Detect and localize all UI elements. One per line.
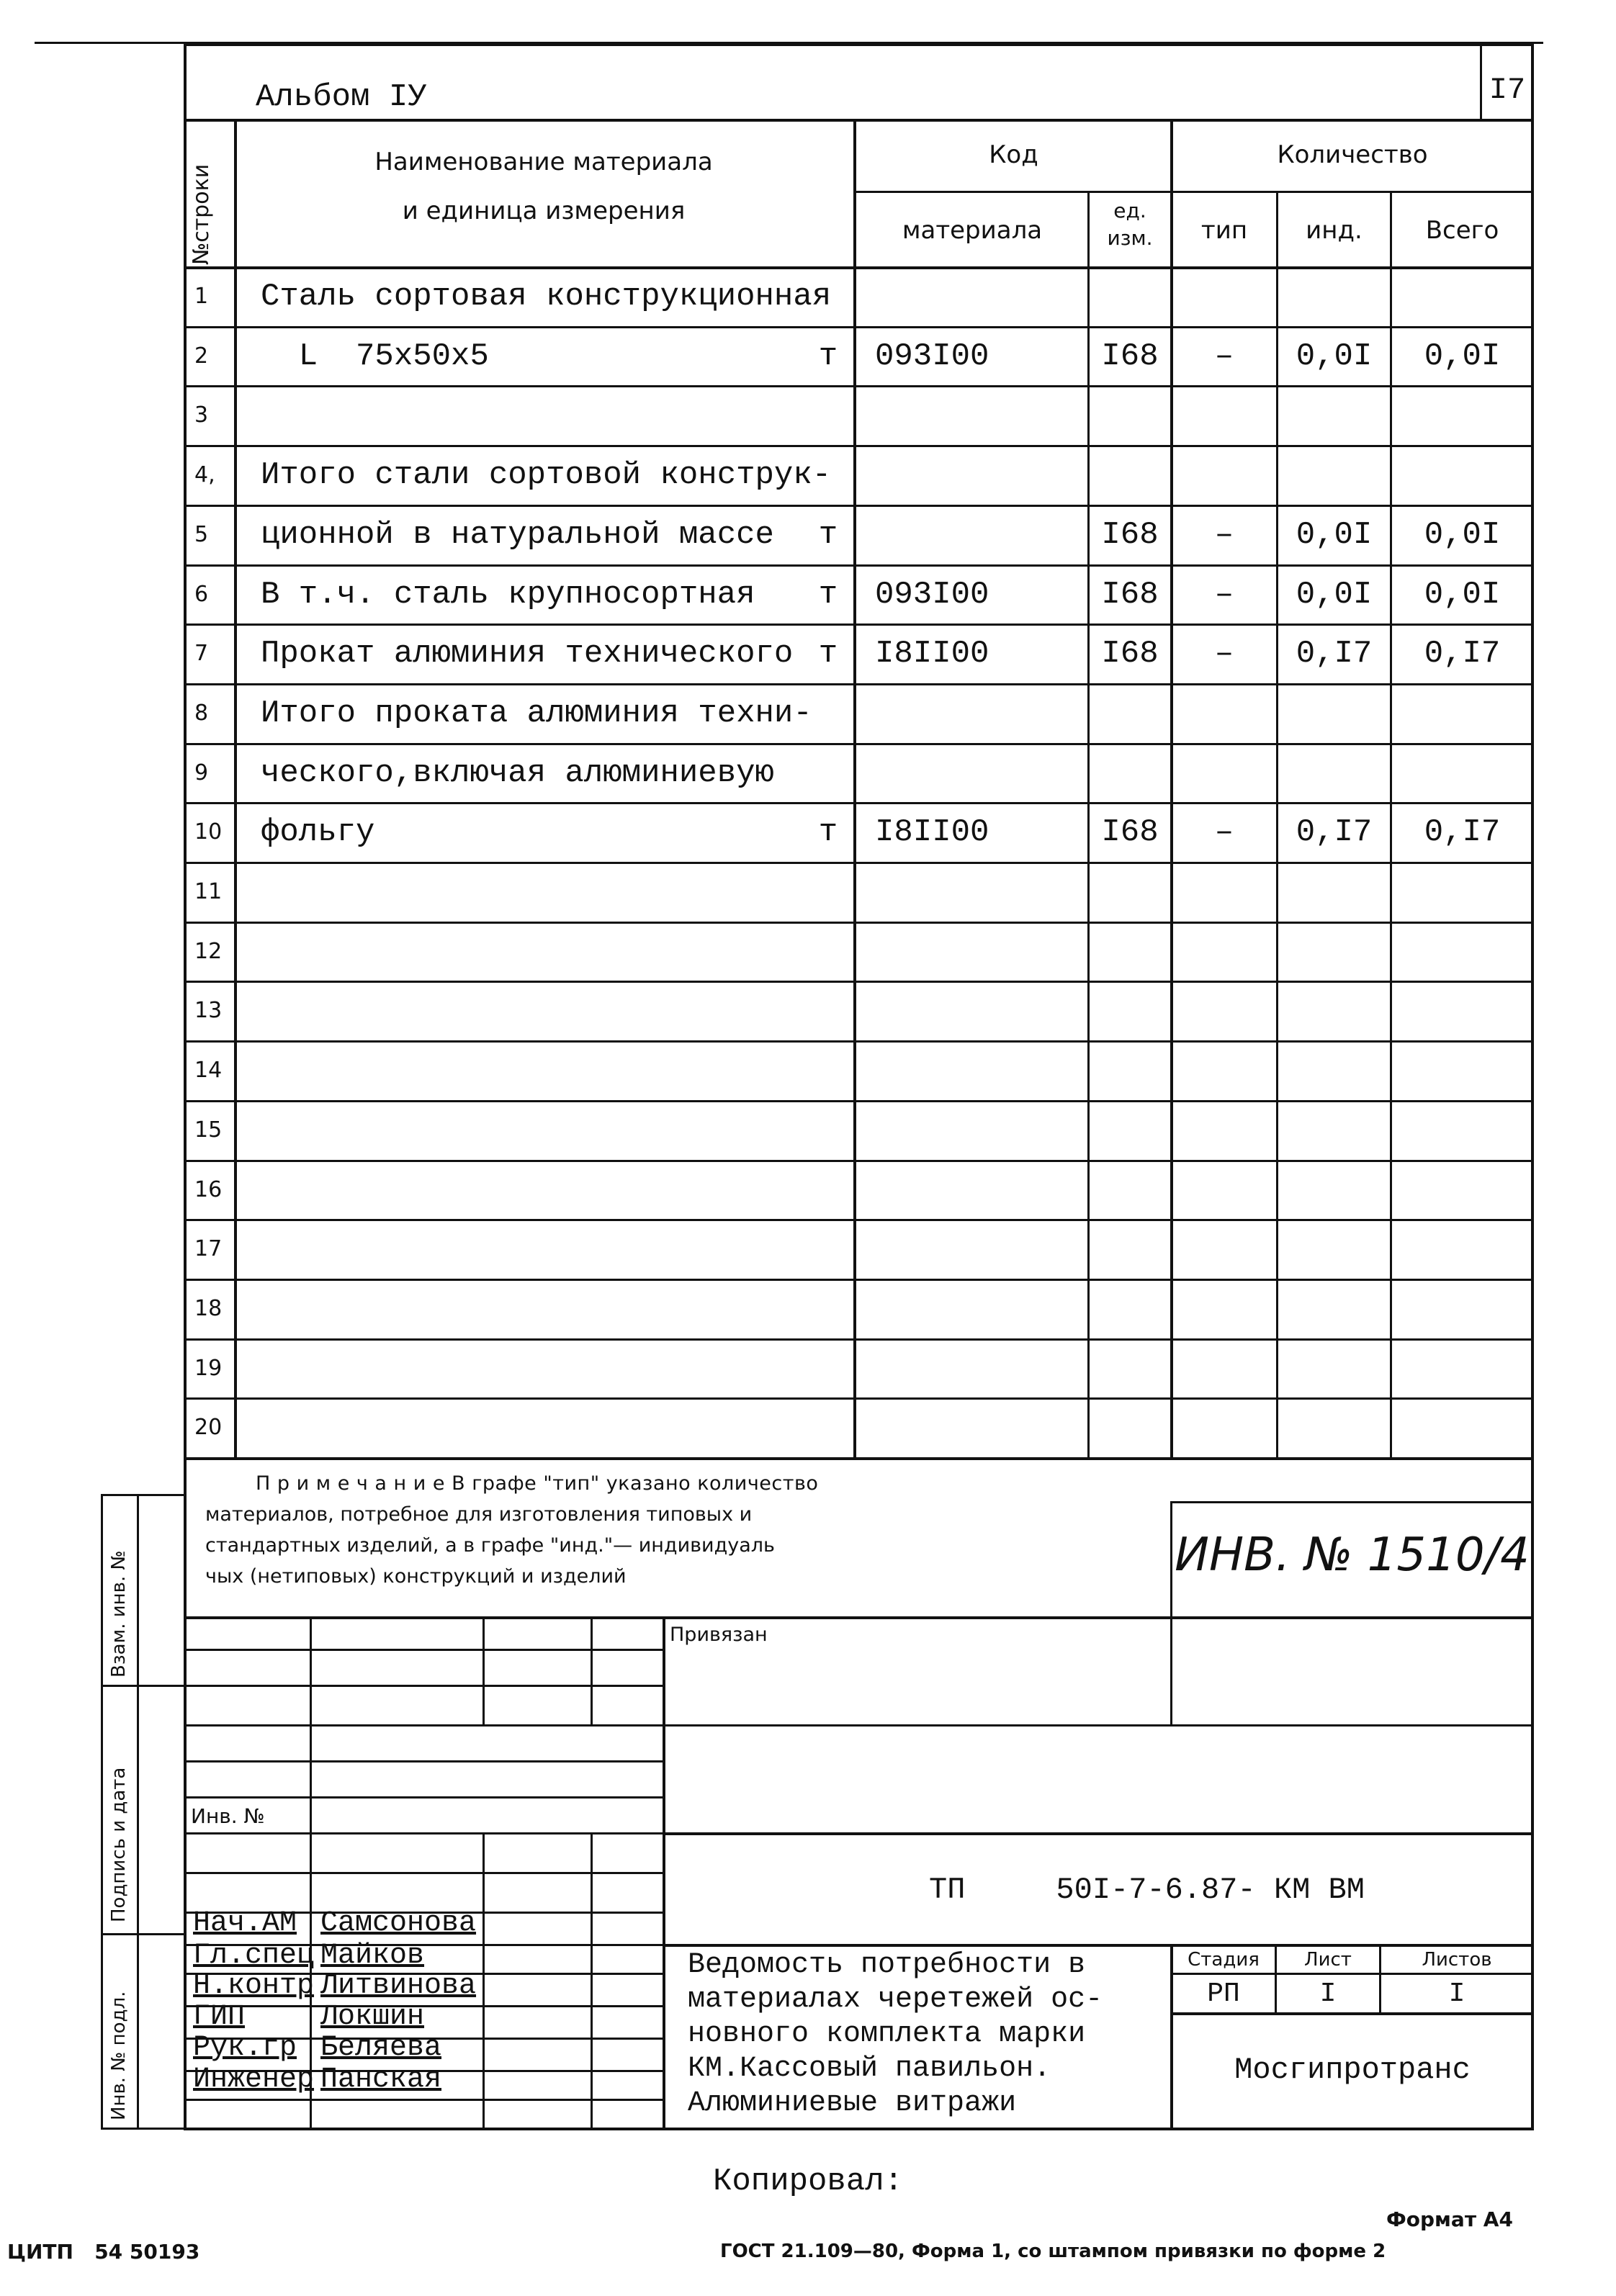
material-code	[875, 922, 1084, 981]
material-code-header: материала	[902, 216, 1043, 245]
quantity-ind	[1278, 445, 1390, 505]
quantity-total	[1392, 683, 1532, 743]
quantity-total	[1392, 385, 1532, 445]
material-code	[875, 1100, 1084, 1160]
stamp-row-line	[184, 2099, 663, 2101]
side-strip-bottom	[101, 2128, 184, 2130]
unit-of-measure	[807, 1040, 850, 1100]
side-strip-div1	[101, 1685, 184, 1687]
row-number: 20	[194, 1415, 223, 1440]
quantity-type	[1172, 862, 1276, 922]
quantity-total	[1392, 1397, 1532, 1457]
quantity-header: Количество	[1277, 140, 1428, 169]
row-number: 9	[194, 760, 209, 785]
unit-code	[1090, 862, 1170, 922]
signatory-name: Литвинова	[320, 1969, 477, 2002]
code-header: Код	[989, 140, 1038, 169]
material-name: фольгу	[261, 814, 375, 850]
material-code: I8II00	[875, 814, 989, 850]
row-number: 14	[194, 1058, 223, 1083]
privyazan-label: Привязан	[670, 1623, 768, 1646]
quantity-total: 0,0I	[1424, 338, 1501, 374]
quantity-ind	[1278, 385, 1390, 445]
quantity-total: 0,0I	[1424, 576, 1501, 613]
quantity-total	[1392, 445, 1532, 505]
stage-bottom-line	[1170, 2012, 1534, 2015]
material-name	[261, 1100, 808, 1160]
sheets-value: I	[1448, 1978, 1465, 2009]
material-name: ческого,включая алюминиевую	[261, 755, 774, 791]
unit-code	[1090, 1338, 1170, 1398]
note-line-3: стандартных изделий, а в графе "инд."— индивидуаль	[205, 1534, 775, 1557]
unit-code: I68	[1101, 338, 1159, 374]
quantity-type	[1172, 1279, 1276, 1338]
quantity-ind	[1278, 1397, 1390, 1457]
row-number: 6	[194, 582, 209, 607]
material-code	[875, 1160, 1084, 1220]
signatory-name: Майков	[320, 1939, 425, 1972]
unit-code: I68	[1101, 814, 1159, 850]
total-header: Всего	[1425, 216, 1499, 245]
unit-of-measure	[807, 1338, 850, 1398]
title-line: КМ.Кассовый павильон.	[688, 2052, 1051, 2085]
quantity-ind	[1278, 1279, 1390, 1338]
quantity-total: 0,0I	[1424, 516, 1501, 553]
quantity-total	[1392, 1279, 1532, 1338]
stamp-row-line	[184, 1649, 663, 1651]
material-name	[261, 1040, 808, 1100]
row-number: 8	[194, 701, 209, 726]
material-code	[875, 1279, 1084, 1338]
note-line-2: материалов, потребное для изготовления типовых и	[205, 1503, 753, 1526]
quantity-type: –	[1214, 635, 1234, 672]
unit-code	[1090, 1219, 1170, 1279]
row-number: 1	[194, 284, 209, 309]
material-name	[261, 1338, 808, 1398]
quantity-total	[1392, 1100, 1532, 1160]
material-name: Итого проката алюминия техни-	[261, 695, 812, 731]
privyazan-right-line	[1170, 1616, 1172, 1724]
sheet-label: Лист	[1304, 1948, 1352, 1971]
stamp-row-line	[184, 1832, 663, 1834]
row-number: 2	[194, 343, 209, 369]
material-code	[875, 1397, 1084, 1457]
quantity-ind: 0,I7	[1296, 635, 1373, 672]
material-code	[875, 266, 1084, 326]
table-top-line	[184, 119, 1534, 122]
stamp-row-line	[184, 1685, 663, 1687]
material-code: 093I00	[875, 576, 989, 613]
quantity-type	[1172, 1397, 1276, 1457]
sig-col-2	[482, 1832, 485, 2128]
material-name	[261, 862, 808, 922]
quantity-ind	[1278, 1219, 1390, 1279]
type-header: тип	[1200, 216, 1248, 245]
signatory-name: Локшин	[320, 2000, 425, 2033]
quantity-total	[1392, 743, 1532, 803]
unit-code	[1090, 1040, 1170, 1100]
material-name: В т.ч. сталь крупносортная	[261, 576, 755, 613]
quantity-ind	[1278, 266, 1390, 326]
unit-of-measure	[807, 1100, 850, 1160]
material-code	[875, 743, 1084, 803]
format-label: Формат А4	[1386, 2207, 1513, 2231]
material-name: Прокат алюминия технического	[261, 635, 794, 672]
material-code: I8II00	[875, 635, 989, 672]
quantity-type	[1172, 922, 1276, 981]
material-code	[875, 862, 1084, 922]
quantity-ind	[1278, 1100, 1390, 1160]
quantity-type	[1172, 445, 1276, 505]
quantity-type	[1172, 1040, 1276, 1100]
material-name	[261, 981, 808, 1040]
signatory-role: ГИП	[193, 2000, 246, 2033]
row-number: 17	[194, 1236, 223, 1261]
row-number: 10	[194, 819, 223, 845]
quantity-ind	[1278, 743, 1390, 803]
material-code: 093I00	[875, 338, 989, 374]
row-number: 19	[194, 1356, 223, 1381]
quantity-ind	[1278, 981, 1390, 1040]
quantity-type	[1172, 1338, 1276, 1398]
row-number: 12	[194, 939, 223, 964]
quantity-type	[1172, 385, 1276, 445]
quantity-total: 0,I7	[1424, 814, 1501, 850]
unit-code	[1090, 743, 1170, 803]
unit-code: I68	[1101, 516, 1159, 553]
quantity-ind	[1278, 1040, 1390, 1100]
unit-of-measure: т	[818, 576, 838, 613]
quantity-total	[1392, 922, 1532, 981]
quantity-type	[1172, 266, 1276, 326]
copied-label: Копировал:	[713, 2164, 904, 2200]
material-name: ционной в натуральной массе	[261, 516, 774, 553]
inventory-box-left	[1170, 1501, 1172, 1616]
page-number: I7	[1489, 73, 1526, 107]
material-name: L 75x50x5	[261, 338, 489, 374]
header-split-line	[853, 191, 1534, 193]
signatory-role: Гл.спец	[193, 1939, 315, 1972]
side-strip-top	[101, 1494, 184, 1496]
album-title: Альбом IУ	[256, 79, 427, 115]
material-name	[261, 922, 808, 981]
stamp-row-line	[184, 1760, 663, 1762]
unit-of-measure	[807, 1219, 850, 1279]
unit-of-measure	[807, 1279, 850, 1338]
quantity-total	[1392, 1160, 1532, 1220]
unit-code	[1090, 683, 1170, 743]
stamp-row-line	[184, 1872, 663, 1874]
row-number: 5	[194, 522, 209, 547]
name-header-line2: и единица измерения	[402, 197, 686, 225]
unit-code	[1090, 445, 1170, 505]
row-number-header: №строки	[189, 163, 214, 265]
unit-of-measure	[807, 683, 850, 743]
quantity-total	[1392, 981, 1532, 1040]
material-name	[261, 385, 808, 445]
sig-col-3a	[591, 1616, 593, 1724]
signatory-role: Нач.АМ	[193, 1906, 297, 1940]
inv-no-label: Инв. №	[191, 1804, 265, 1828]
quantity-ind	[1278, 1160, 1390, 1220]
inventory-number: ИНВ. № 1510/4	[1175, 1529, 1530, 1582]
quantity-total	[1392, 1338, 1532, 1398]
unit-of-measure: т	[818, 814, 838, 850]
unit-of-measure	[807, 922, 850, 981]
unit-of-measure	[807, 445, 850, 505]
side-strip-left	[101, 1494, 103, 2128]
row-number: 16	[194, 1177, 223, 1202]
stamp-row-line	[184, 1796, 663, 1798]
unit-code: I68	[1101, 576, 1159, 613]
material-code	[875, 1219, 1084, 1279]
unit-of-measure	[807, 981, 850, 1040]
quantity-type	[1172, 1219, 1276, 1279]
quantity-total	[1392, 862, 1532, 922]
row-number: 18	[194, 1296, 223, 1321]
row-number: 15	[194, 1117, 223, 1143]
title-line: новного комплекта марки	[688, 2017, 1086, 2050]
signatory-role: Рук.гр	[193, 2031, 297, 2064]
inventory-box-top	[1170, 1501, 1534, 1503]
row-number: 7	[194, 641, 209, 666]
quantity-ind: 0,0I	[1296, 516, 1373, 553]
quantity-type	[1172, 981, 1276, 1040]
material-name	[261, 1160, 808, 1220]
unit-code	[1090, 1160, 1170, 1220]
material-code	[875, 981, 1084, 1040]
unit-code	[1090, 385, 1170, 445]
unit-code	[1090, 1279, 1170, 1338]
unit-header-line1: ед.	[1113, 198, 1146, 222]
stage-value: РП	[1207, 1978, 1240, 2009]
quantity-type	[1172, 743, 1276, 803]
unit-of-measure	[807, 385, 850, 445]
quantity-ind: 0,I7	[1296, 814, 1373, 850]
table-bottom-line	[184, 1457, 1534, 1460]
quantity-type	[1172, 1160, 1276, 1220]
unit-code	[1090, 1397, 1170, 1457]
quantity-type: –	[1214, 814, 1234, 850]
unit-header-line2: изм.	[1107, 225, 1153, 250]
material-code	[875, 1040, 1084, 1100]
material-name	[261, 1219, 808, 1279]
note-line-1: П р и м е ч а н и е В графе "тип" указано количество	[256, 1472, 819, 1495]
row-number: 13	[194, 998, 223, 1023]
footer-left: ЦИТП 54 50193	[7, 2239, 200, 2264]
side-label-inv-podl: Инв. № подл.	[108, 1991, 130, 2120]
quantity-ind	[1278, 683, 1390, 743]
name-header-line1: Наименование материала	[374, 148, 713, 176]
unit-of-measure: т	[818, 635, 838, 672]
quantity-total	[1392, 266, 1532, 326]
material-code	[875, 1338, 1084, 1398]
unit-code	[1090, 981, 1170, 1040]
quantity-total: 0,I7	[1424, 635, 1501, 672]
unit-code: I68	[1101, 635, 1159, 672]
material-code	[875, 683, 1084, 743]
stamp-split-line	[663, 1616, 665, 2128]
title-line: Алюминиевые витражи	[688, 2086, 1017, 2120]
material-name: Сталь сортовая конструкционная	[261, 278, 832, 315]
row-number: 4,	[194, 462, 215, 487]
code-top-line	[663, 1832, 1534, 1835]
title-line: Ведомость потребности в	[688, 1948, 1086, 1981]
material-code	[875, 505, 1084, 564]
unit-of-measure	[807, 862, 850, 922]
unit-of-measure: т	[818, 516, 838, 553]
signatory-name: Самсонова	[320, 1906, 477, 1940]
privyazan-bottom-line	[663, 1724, 1534, 1726]
quantity-ind: 0,0I	[1296, 338, 1373, 374]
signatory-role: Н.контр	[193, 1969, 315, 2002]
col-name-line	[853, 119, 856, 1458]
quantity-type	[1172, 1100, 1276, 1160]
unit-code	[1090, 266, 1170, 326]
material-name: Итого стали сортовой конструк-	[261, 456, 832, 493]
material-name	[261, 1279, 808, 1338]
quantity-ind	[1278, 862, 1390, 922]
note-line-4: чых (нетиповых) конструкций и изделий	[205, 1565, 627, 1588]
row-number: 3	[194, 402, 209, 428]
quantity-type: –	[1214, 576, 1234, 613]
unit-of-measure	[807, 266, 850, 326]
quantity-type: –	[1214, 338, 1234, 374]
side-label-podpis-data: Подпись и дата	[108, 1767, 130, 1922]
material-code	[875, 445, 1084, 505]
quantity-ind	[1278, 922, 1390, 981]
material-name	[261, 1397, 808, 1457]
title-line: материалах черетежей ос-	[688, 1983, 1103, 2016]
unit-code	[1090, 922, 1170, 981]
side-strip-div2	[101, 1933, 184, 1935]
stamp-top-line	[184, 1616, 1534, 1619]
side-strip-mid	[137, 1494, 139, 2128]
material-code	[875, 385, 1084, 445]
stamp-row-line	[184, 1724, 663, 1726]
sheets-label: Листов	[1422, 1948, 1492, 1971]
signatory-name: Беляева	[320, 2031, 442, 2064]
organization-name: Мосгипротранс	[1234, 2053, 1471, 2087]
quantity-ind: 0,0I	[1296, 576, 1373, 613]
row-number: 11	[194, 879, 223, 904]
quantity-total	[1392, 1219, 1532, 1279]
sheet-value: I	[1319, 1978, 1337, 2009]
unit-of-measure	[807, 1397, 850, 1457]
sig-col-3	[591, 1832, 593, 2128]
project-code: ТП 50I-7-6.87- КМ ВМ	[929, 1873, 1365, 1907]
footer-right: ГОСТ 21.109—80, Форма 1, со штампом привязки по форме 2	[720, 2241, 1386, 2262]
ind-header: инд.	[1306, 216, 1363, 245]
signatory-name: Панская	[320, 2063, 442, 2096]
quantity-total	[1392, 1040, 1532, 1100]
unit-of-measure	[807, 1160, 850, 1220]
stage-label: Стадия	[1188, 1948, 1260, 1971]
quantity-type	[1172, 683, 1276, 743]
sig-col-2a	[482, 1616, 485, 1724]
unit-of-measure	[807, 743, 850, 803]
side-label-vzam-inv: Взам. инв. №	[108, 1550, 130, 1678]
unit-of-measure: т	[818, 338, 838, 374]
col-rownum-line	[234, 119, 237, 1458]
unit-code	[1090, 1100, 1170, 1160]
signatory-role: Инженер	[193, 2063, 315, 2096]
quantity-type: –	[1214, 516, 1234, 553]
quantity-ind	[1278, 1338, 1390, 1398]
